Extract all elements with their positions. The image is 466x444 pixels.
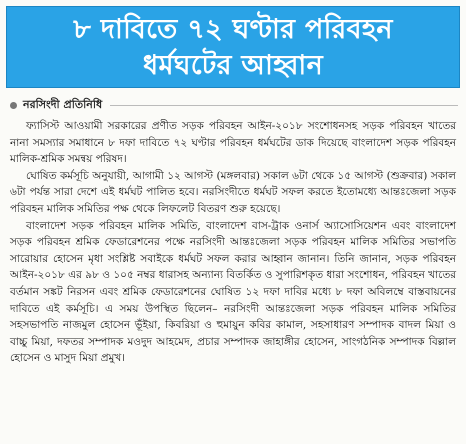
article-body xyxy=(10,118,456,367)
paragraph-1: ফ্যাসিস্ট আওয়ামী সরকারের প্রণীত সড়ক পরিবহন আইন-২০১৮ সংশোধনসহ সড়ক পরিবহন খাতের নানা সমস্যার সমাধানে ৮ দফা দাবিতে ৭২ ঘণ্টার পরিবহন ধর্মঘটের ডাক দিয়েছে বাংলাদেশ সড়ক পরিবহন মালিক-শ্রমিক সমন্বয় পরিষদ। xyxy=(10,120,456,166)
headline-line-2: ধর্মঘটের আহ্বান xyxy=(143,50,323,81)
byline-divider xyxy=(110,105,458,106)
bullet-icon xyxy=(10,102,17,109)
byline xyxy=(6,94,460,116)
paragraph-3: বাংলাদেশ সড়ক পরিবহন মালিক সমিতি, বাংলাদেশ বাস-ট্রাক ওনার্স অ্যাসোসিয়েশন এবং বাংলাদেশ সড়ক পরিবহন শ্রমিক ফেডারেশনের পক্ষে নরসিংদী আন্তঃজেলা সড়ক পরিবহন মালিক সমিতির সভাপতি সারোয়ার হোসেন মৃধা সংশ্লিষ্ট সবাইকে ধর্মঘট সফল করার আহ্বান জানান। তিনি জানান, সড়ক পরিবহন আইন-২০১৮ এর ৯৮ ও ১০৫ নম্বর ধারাসহ অন্যান্য বিতর্কিত ও সুপারিশকৃত ধারা সংশোধন, পরিবহন খাতের বর্তমান সঙ্কট নিরসন এবং শ্রমিক ফেডারেশনের ঘোষিত ১২ দফা দাবির মধ্যে ৮ দফা অবিলম্বে বাস্তবায়নের দাবিতে এই কর্মসূচি। এ সময় উপস্থিত ছিলেন– নরসিংদী আন্তঃজেলা সড়ক পরিবহন মালিক সমিতির সহসভাপতি নাজমুল হোসেন ভূঁইয়া, কিবরিয়া ও হুমায়ুন কবির কামাল, সহসাধারণ সম্পাদক বাদল মিয়া ও বাচ্চু মিয়া, দফতর সম্পাদক মওদুদ আহমেদ, প্রচার সম্পাদক জাহাঙ্গীর হোসেন, সাংগঠনিক সম্পাদক বিল্লাল হোসেন ও মাসুদ মিয়া প্রমুখ। xyxy=(10,219,456,365)
paragraph-2: ঘোষিত কর্মসূচি অনুযায়ী, আগামী ১২ আগস্ট (মঙ্গলবার) সকাল ৬টা থেকে ১৫ আগস্ট (শুক্রবার) সকাল ৬টা পর্যন্ত সারা দেশে এই ধর্মঘট পালিত হবে। নরসিংদীতে ধর্মঘট সফল করতে ইতোমধ্যে আন্তঃজেলা সড়ক পরিবহন মালিক সমিতির পক্ষ থেকে লিফলেট বিতরণ শুরু হয়েছে। xyxy=(10,169,456,215)
byline-text: নরসিংদী প্রতিনিধি xyxy=(23,97,103,111)
headline-line-1: ৮ দাবিতে ৭২ ঘণ্টার পরিবহন xyxy=(73,14,393,45)
headline-banner xyxy=(6,6,460,88)
